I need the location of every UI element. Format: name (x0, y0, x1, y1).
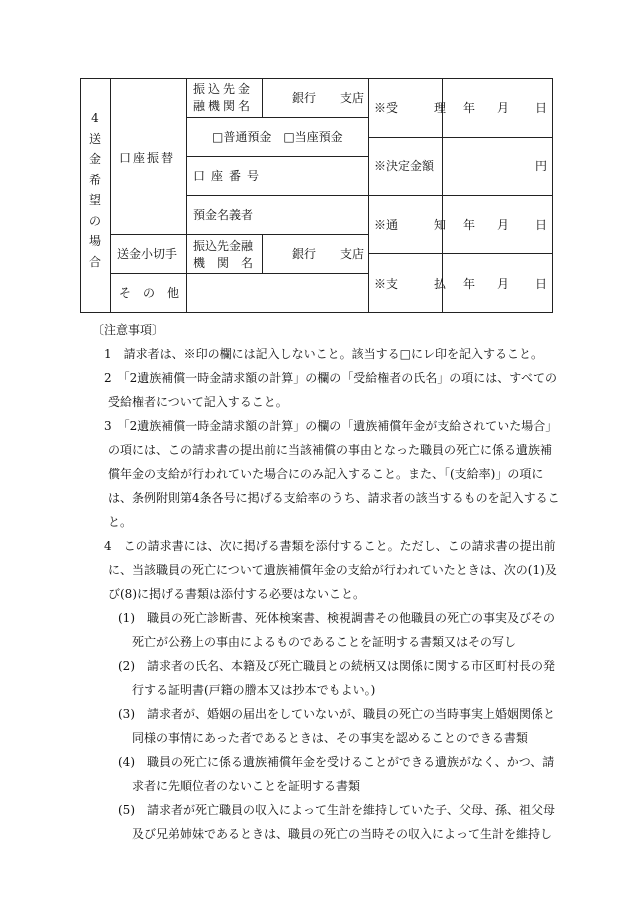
month-label: 月 (497, 218, 510, 232)
section-title-char: の (88, 213, 101, 228)
bank-label-2: 銀行 (292, 247, 317, 261)
note-line: (1) 職員の死亡診断書、死体検案書、検視調書その他職員の死亡の事実及びその (118, 611, 556, 625)
note-line: は、条例附則第4条各号に掲げる支給率のうち、請求者の該当するものを記入するこ (108, 491, 560, 505)
yen-label: 円 (535, 159, 548, 173)
note-line: の項には、この請求書の提出前に当該補償の事由となった職員の死亡に係る遺族補 (108, 443, 553, 457)
bank-label: 銀行 (292, 91, 317, 105)
note-line: 受給権者について記入すること。 (108, 395, 288, 409)
juri-label: ※受 理 (374, 101, 447, 115)
note-line: 同様の事情にあった者であるときは、その事実を認めることのできる書類 (132, 731, 528, 745)
kogitte-bank-label-2: 機 関 名 (193, 256, 254, 270)
note-line: び(8)に掲げる書類は添付する必要はないこと。 (108, 587, 365, 601)
section-number: 4 (91, 111, 99, 125)
note-line: (5) 請求者が死亡職員の収入によって生計を維持していた子、父母、孫、祖父母 (118, 803, 556, 817)
month-label: 月 (497, 277, 510, 291)
branch-label-2: 支店 (340, 247, 365, 261)
note-line: (2) 請求者の氏名、本籍及び死亡職員との続柄又は関係に関する市区町村長の発 (118, 659, 556, 673)
section-title-char: 場 (88, 234, 101, 248)
note-line: 求者に先順位者のないことを証明する書類 (132, 779, 361, 793)
note-line: (3) 請求者が、婚姻の届出をしていないが、職員の死亡の当時事実上婚姻関係と (118, 707, 556, 721)
year-label: 年 (463, 218, 476, 232)
note-line: に、当該職員の死亡について遺族補償年金の支給が行われていたときは、次の(1)及 (108, 563, 557, 577)
note-line: 死亡が公務上の事由によるものであることを証明する書類又はその写し (132, 635, 517, 649)
kogitte-bank-label-1: 振込先金融 (193, 239, 254, 253)
account-number-label: 口座番号 (193, 169, 266, 183)
sokin-kogitte-label: 送金小切手 (117, 247, 178, 261)
note-line: 行する証明書(戸籍の謄本又は抄本でもよい。) (132, 683, 376, 697)
section-title-char: 金 (88, 152, 101, 166)
notes-heading: 〔注意事項〕 (92, 323, 165, 337)
section-title-char: 希 (88, 172, 101, 187)
branch-label: 支店 (340, 91, 365, 105)
note-line: (4) 職員の死亡に係る遺族補償年金を受けることができる遺族がなく、かつ、請 (118, 755, 555, 769)
note-line: 1 請求者は、※印の欄には記入しないこと。該当する□にレ印を記入すること。 (104, 347, 543, 361)
note-line: 及び兄弟姉妹であるときは、職員の死亡の当時その収入によって生計を維持し (132, 827, 553, 841)
shiharai-label: ※支 払 (374, 277, 447, 291)
day-label: 日 (535, 277, 548, 291)
kettei-kingaku-label: ※決定金額 (374, 159, 435, 173)
note-line: 償年金の支給が行われていた場合にのみ記入すること。また、「(支給率)」の項に (108, 467, 544, 481)
account-type-options: □普通預金 □当座預金 (212, 130, 343, 144)
section-title-char: 望 (88, 193, 101, 207)
section-title-char: 合 (88, 254, 101, 269)
year-label: 年 (463, 277, 476, 291)
account-holder-label: 預金名義者 (193, 208, 254, 222)
section-title-char: 送 (88, 131, 101, 146)
furikomi-bank-label-2: 融機関名 (193, 99, 254, 113)
furikomi-bank-label-1: 振込先金 (193, 82, 254, 96)
other-label: そ の 他 (119, 286, 180, 300)
note-line: 4 この請求書には、次に掲げる書類を添付すること。ただし、この請求書の提出前 (104, 539, 556, 553)
day-label: 日 (535, 101, 548, 115)
note-line: 2 「2遺族補償一時金請求額の計算」の欄の「受給権者の氏名」の項には、すべての (104, 371, 558, 385)
koza-furikae-label: 口座振替 (119, 151, 176, 165)
note-line: と。 (108, 515, 133, 529)
day-label: 日 (535, 218, 548, 232)
tsuchi-label: ※通 知 (374, 218, 447, 232)
note-line: 3 「2遺族補償一時金請求額の計算」の欄の「遺族補償年金が支給されていた場合」 (104, 419, 558, 433)
month-label: 月 (497, 101, 510, 115)
year-label: 年 (463, 101, 476, 115)
